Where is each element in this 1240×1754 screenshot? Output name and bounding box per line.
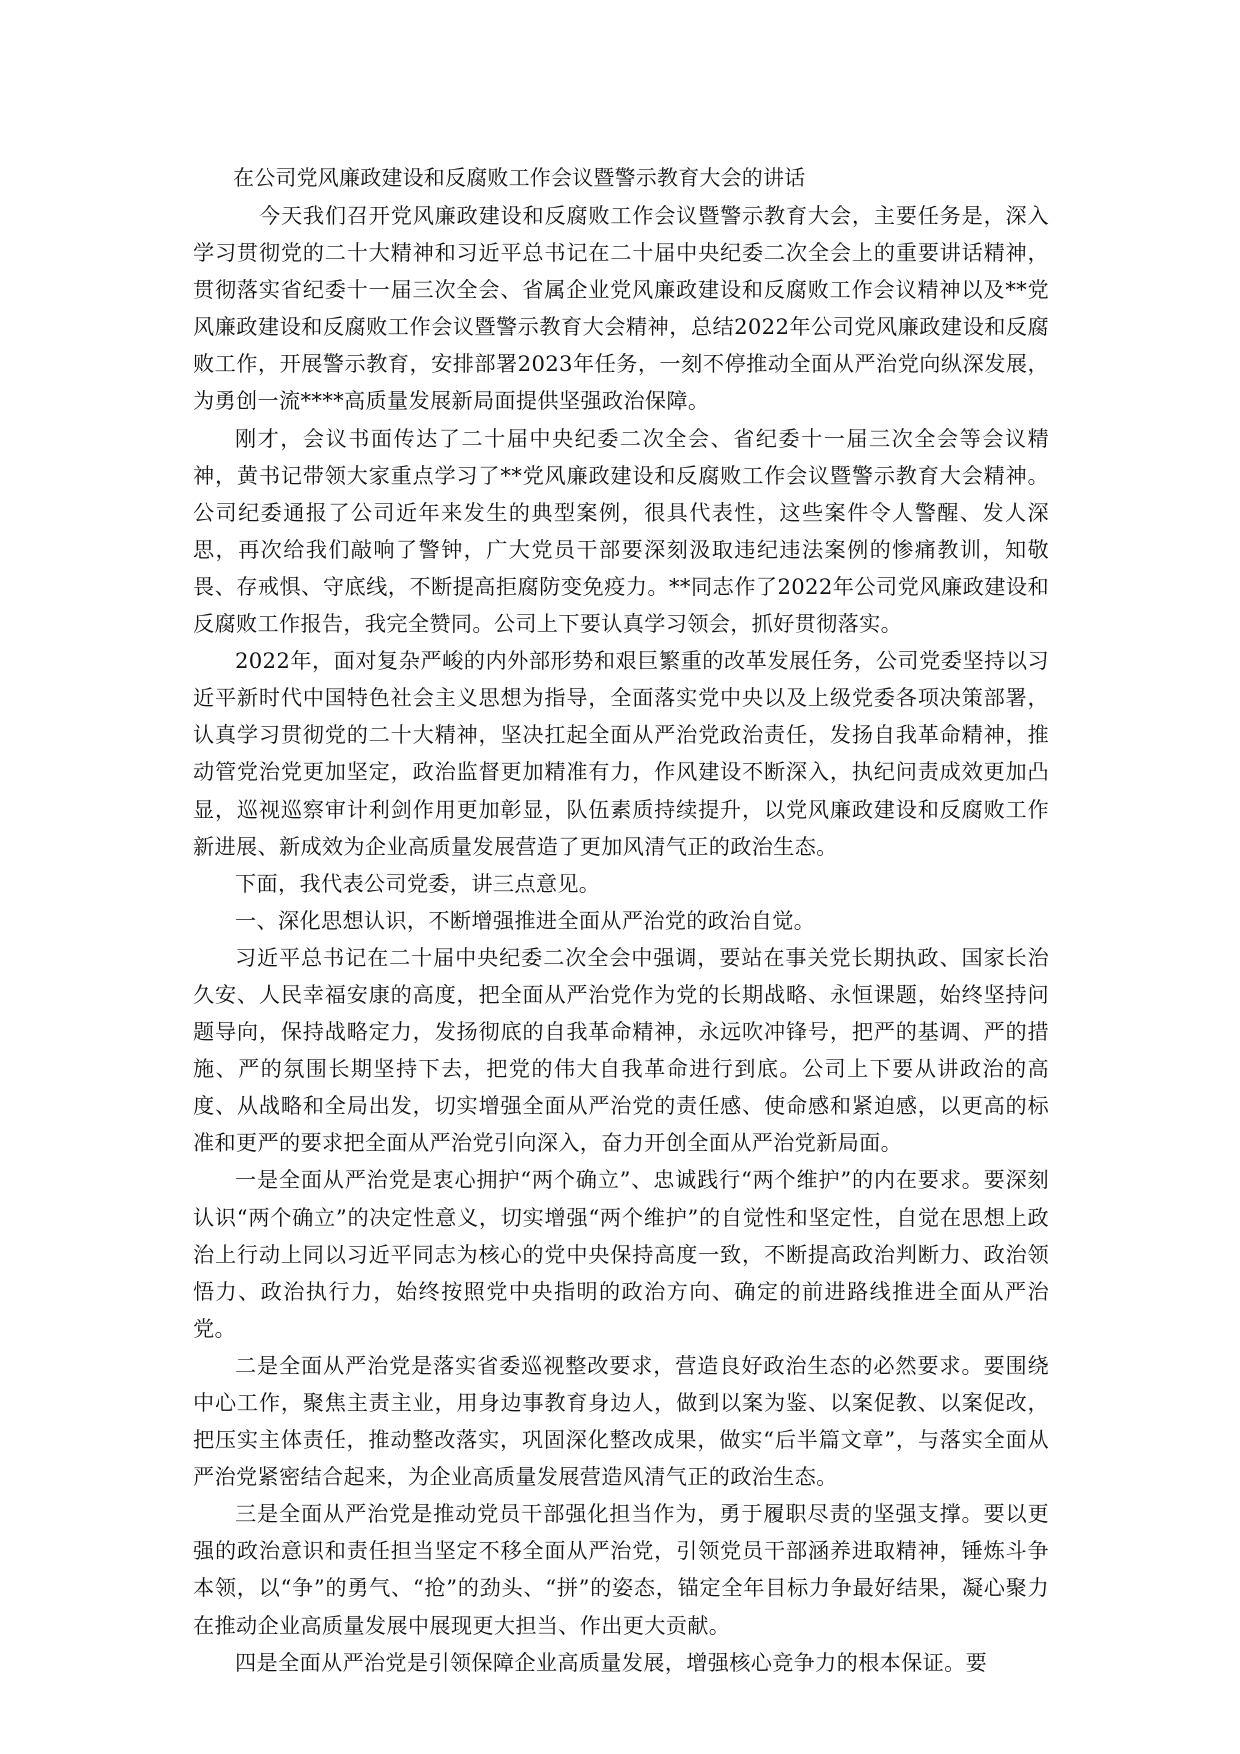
paragraph-three-points: 下面，我代表公司党委，讲三点意见。: [235, 870, 601, 896]
paragraph-point-two: 二是全面从严治党是落实省委巡视整改要求，营造良好政治生态的必然要求。要围绕中心工作，聚焦主责主业，用身边事教育身边人，做到以案为鉴、以案促教、以案促改，把压实主体责任，推动整改落实，巩固深化整改成果，做实“后半篇文章”，与落实全面从严治党紧密结合起来，为企业高质量发展营造风清气正的政治生态。: [193, 1352, 1049, 1490]
paragraph-point-four: 四是全面从严治党是引领保障企业高质量发展，增强核心竞争力的根本保证。要: [235, 1649, 988, 1675]
paragraph-xi-emphasis: 习近平总书记在二十届中央纪委二次全会中强调，要站在事关党长期执政、国家长治久安、人民幸福安康的高度，把全面从严治党作为党的长期战略、永恒课题，始终坚持问题导向，保持战略定力，发扬彻底的自我革命精神，永远吹冲锋号，把严的基调、严的措施、严的氛围长期坚持下去，把党的伟大自我革命进行到底。公司上下要从讲政治的高度、从战略和全局出发，切实增强全面从严治党的责任感、使命感和紧迫感，以更高的标准和更严的要求把全面从严治党引向深入，奋力开创全面从严治党新局面。: [193, 944, 1049, 1156]
section-heading-one: 一、深化思想认识，不断增强推进全面从严治党的政治自觉。: [235, 907, 816, 933]
document-title: 在公司党风廉政建设和反腐败工作会议暨警示教育大会的讲话: [233, 166, 806, 190]
paragraph-point-one: 一是全面从严治党是衷心拥护“两个确立”、忠诚践行“两个维护”的内在要求。要深刻认识“两个确立”的决定性意义，切实增强“两个维护”的自觉性和坚定性，自觉在思想上政治上行动上同以习近平同志为核心的党中央保持高度一致，不断提高政治判断力、政治领悟力、政治执行力，始终按照党中央指明的政治方向、确定的前进路线推进全面从严治党。: [193, 1167, 1049, 1341]
document-body: [193, 160, 1049, 1681]
paragraph-meeting-summary: 刚才，会议书面传达了二十届中央纪委二次全会、省纪委十一届三次全会等会议精神，黄书记带领大家重点学习了**党风廉政建设和反腐败工作会议暨警示教育大会精神。公司纪委通报了公司近年来发生的典型案例，很具代表性，这些案件令人警醒、发人深思，再次给我们敲响了警钟，广大党员干部要深刻汲取违纪违法案例的惨痛教训，知敬畏、存戒惧、守底线，不断提高拒腐防变免疫力。**同志作了2022年公司党风廉政建设和反腐败工作报告，我完全赞同。公司上下要认真学习领会，抓好贯彻落实。: [193, 425, 1049, 637]
paragraph-2022-review: 2022年，面对复杂严峻的内外部形势和艰巨繁重的改革发展任务，公司党委坚持以习近平新时代中国特色社会主义思想为指导，全面落实党中央以及上级党委各项决策部署，认真学习贯彻党的二十大精神，坚决扛起全面从严治党政治责任，发扬自我革命精神，推动管党治党更加坚定，政治监督更加精准有力，作风建设不断深入，执纪问责成效更加凸显，巡视巡察审计利剑作用更加彰显，队伍素质持续提升，以党风廉政建设和反腐败工作新进展、新成效为企业高质量发展营造了更加风清气正的政治生态。: [193, 648, 1049, 859]
paragraph-point-three: 三是全面从严治党是推动党员干部强化担当作为，勇于履职尽责的坚强支撑。要以更强的政治意识和责任担当坚定不移全面从严治党，引领党员干部涵养进取精神，锤炼斗争本领，以“争”的勇气、“抢”的劲头、“拼”的姿态，锚定全年目标力争最好结果，凝心聚力在推动企业高质量发展中展现更大担当、作出更大贡献。: [193, 1501, 1049, 1638]
paragraph-intro: 今天我们召开党风廉政建设和反腐败工作会议暨警示教育大会，主要任务是，深入学习贯彻党的二十大精神和习近平总书记在二十届中央纪委二次全会上的重要讲话精神，贯彻落实省纪委十一届三次全会、省属企业党风廉政建设和反腐败工作会议精神以及**党风廉政建设和反腐败工作会议暨警示教育大会精神，总结2022年公司党风廉政建设和反腐败工作，开展警示教育，安排部署2023年任务，一刻不停推动全面从严治党向纵深发展，为勇创一流****高质量发展新局面提供坚强政治保障。: [193, 203, 1049, 414]
